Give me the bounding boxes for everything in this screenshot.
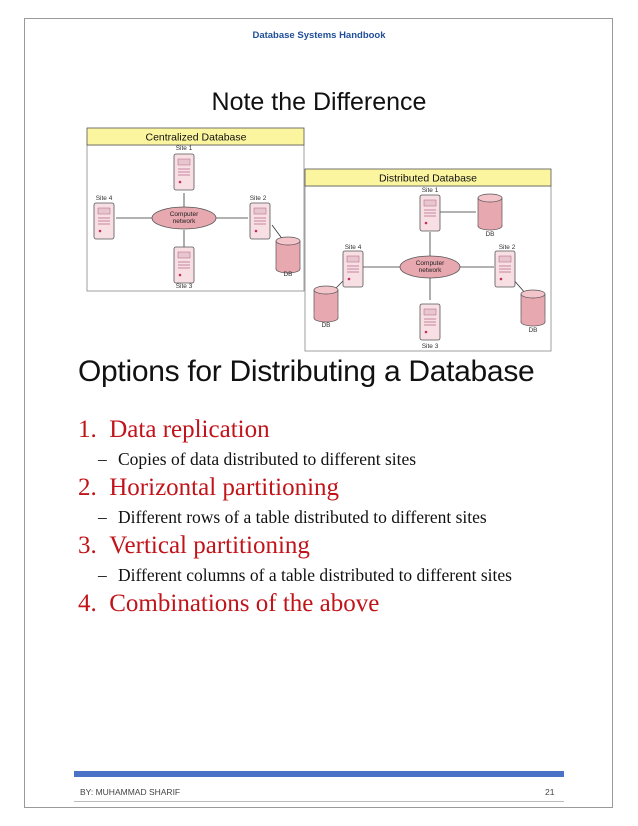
db-label: DB [321,322,331,329]
item-label: Combinations of the above [109,590,380,617]
item-label: Data replication [109,416,270,443]
site-computer-icon [250,203,270,239]
footer-bar [74,771,564,777]
database-cylinder-icon [478,194,502,230]
site-label: Site 2 [249,195,267,202]
list-item [78,529,598,563]
database-cylinder-icon [314,286,338,322]
sub-item-text: Different columns of a table distributed to different sites [118,565,512,585]
network-label-line2: network [172,218,196,225]
list-item [78,471,598,505]
db-label: DB [485,231,495,238]
slide1-title: Note the Difference [211,88,427,116]
db-label: DB [283,271,293,278]
item-label: Vertical partitioning [109,532,310,559]
options-list [78,413,598,621]
site-label: Site 4 [95,195,113,202]
item-number: 3. [78,532,97,559]
site-label: Site 3 [421,343,439,350]
page-number: 21 [545,787,555,797]
network-label-line2: network [418,267,442,274]
distributed-database-panel [305,169,551,351]
database-cylinder-icon [276,237,300,273]
header-title: Database Systems Handbook [252,30,386,41]
item-number: 4. [78,590,97,617]
site-label: Site 1 [421,187,439,194]
item-number: 1. [78,416,97,443]
site-computer-icon [343,251,363,287]
site-computer-icon [495,251,515,287]
site-label: Site 4 [344,244,362,251]
site-label: Site 2 [498,244,516,251]
network-label-line1: Computer [415,260,445,267]
site-label: Site 3 [175,283,193,290]
sub-item: – Copies of data distributed to different sites [98,449,417,469]
list-item [78,413,598,447]
network-label-line1: Computer [169,211,199,218]
footer-divider [74,801,564,802]
site-label: Site 1 [175,145,193,152]
centralized-label: Centralized Database [145,131,247,144]
database-diagram [0,0,638,360]
sub-item: – Different rows of a table distributed to different sites [98,507,487,527]
list-item [78,587,598,621]
site-computer-icon [94,203,114,239]
sub-item-text: Different rows of a table distributed to different sites [118,507,487,527]
database-cylinder-icon [521,290,545,326]
site-computer-icon [420,195,440,231]
site-computer-icon [174,247,194,283]
sub-item-text: Copies of data distributed to different sites [118,449,417,469]
slide2-title: Options for Distributing a Database [78,355,535,388]
site-computer-icon [174,154,194,190]
footer-author: BY: MUHAMMAD SHARIF [80,787,181,797]
db-label: DB [528,327,538,334]
centralized-database-panel [87,128,304,291]
distributed-label: Distributed Database [378,172,478,185]
sub-item: – Different columns of a table distributed to different sites [98,565,512,585]
item-number: 2. [78,474,97,501]
site-computer-icon [420,304,440,340]
item-label: Horizontal partitioning [109,474,340,501]
